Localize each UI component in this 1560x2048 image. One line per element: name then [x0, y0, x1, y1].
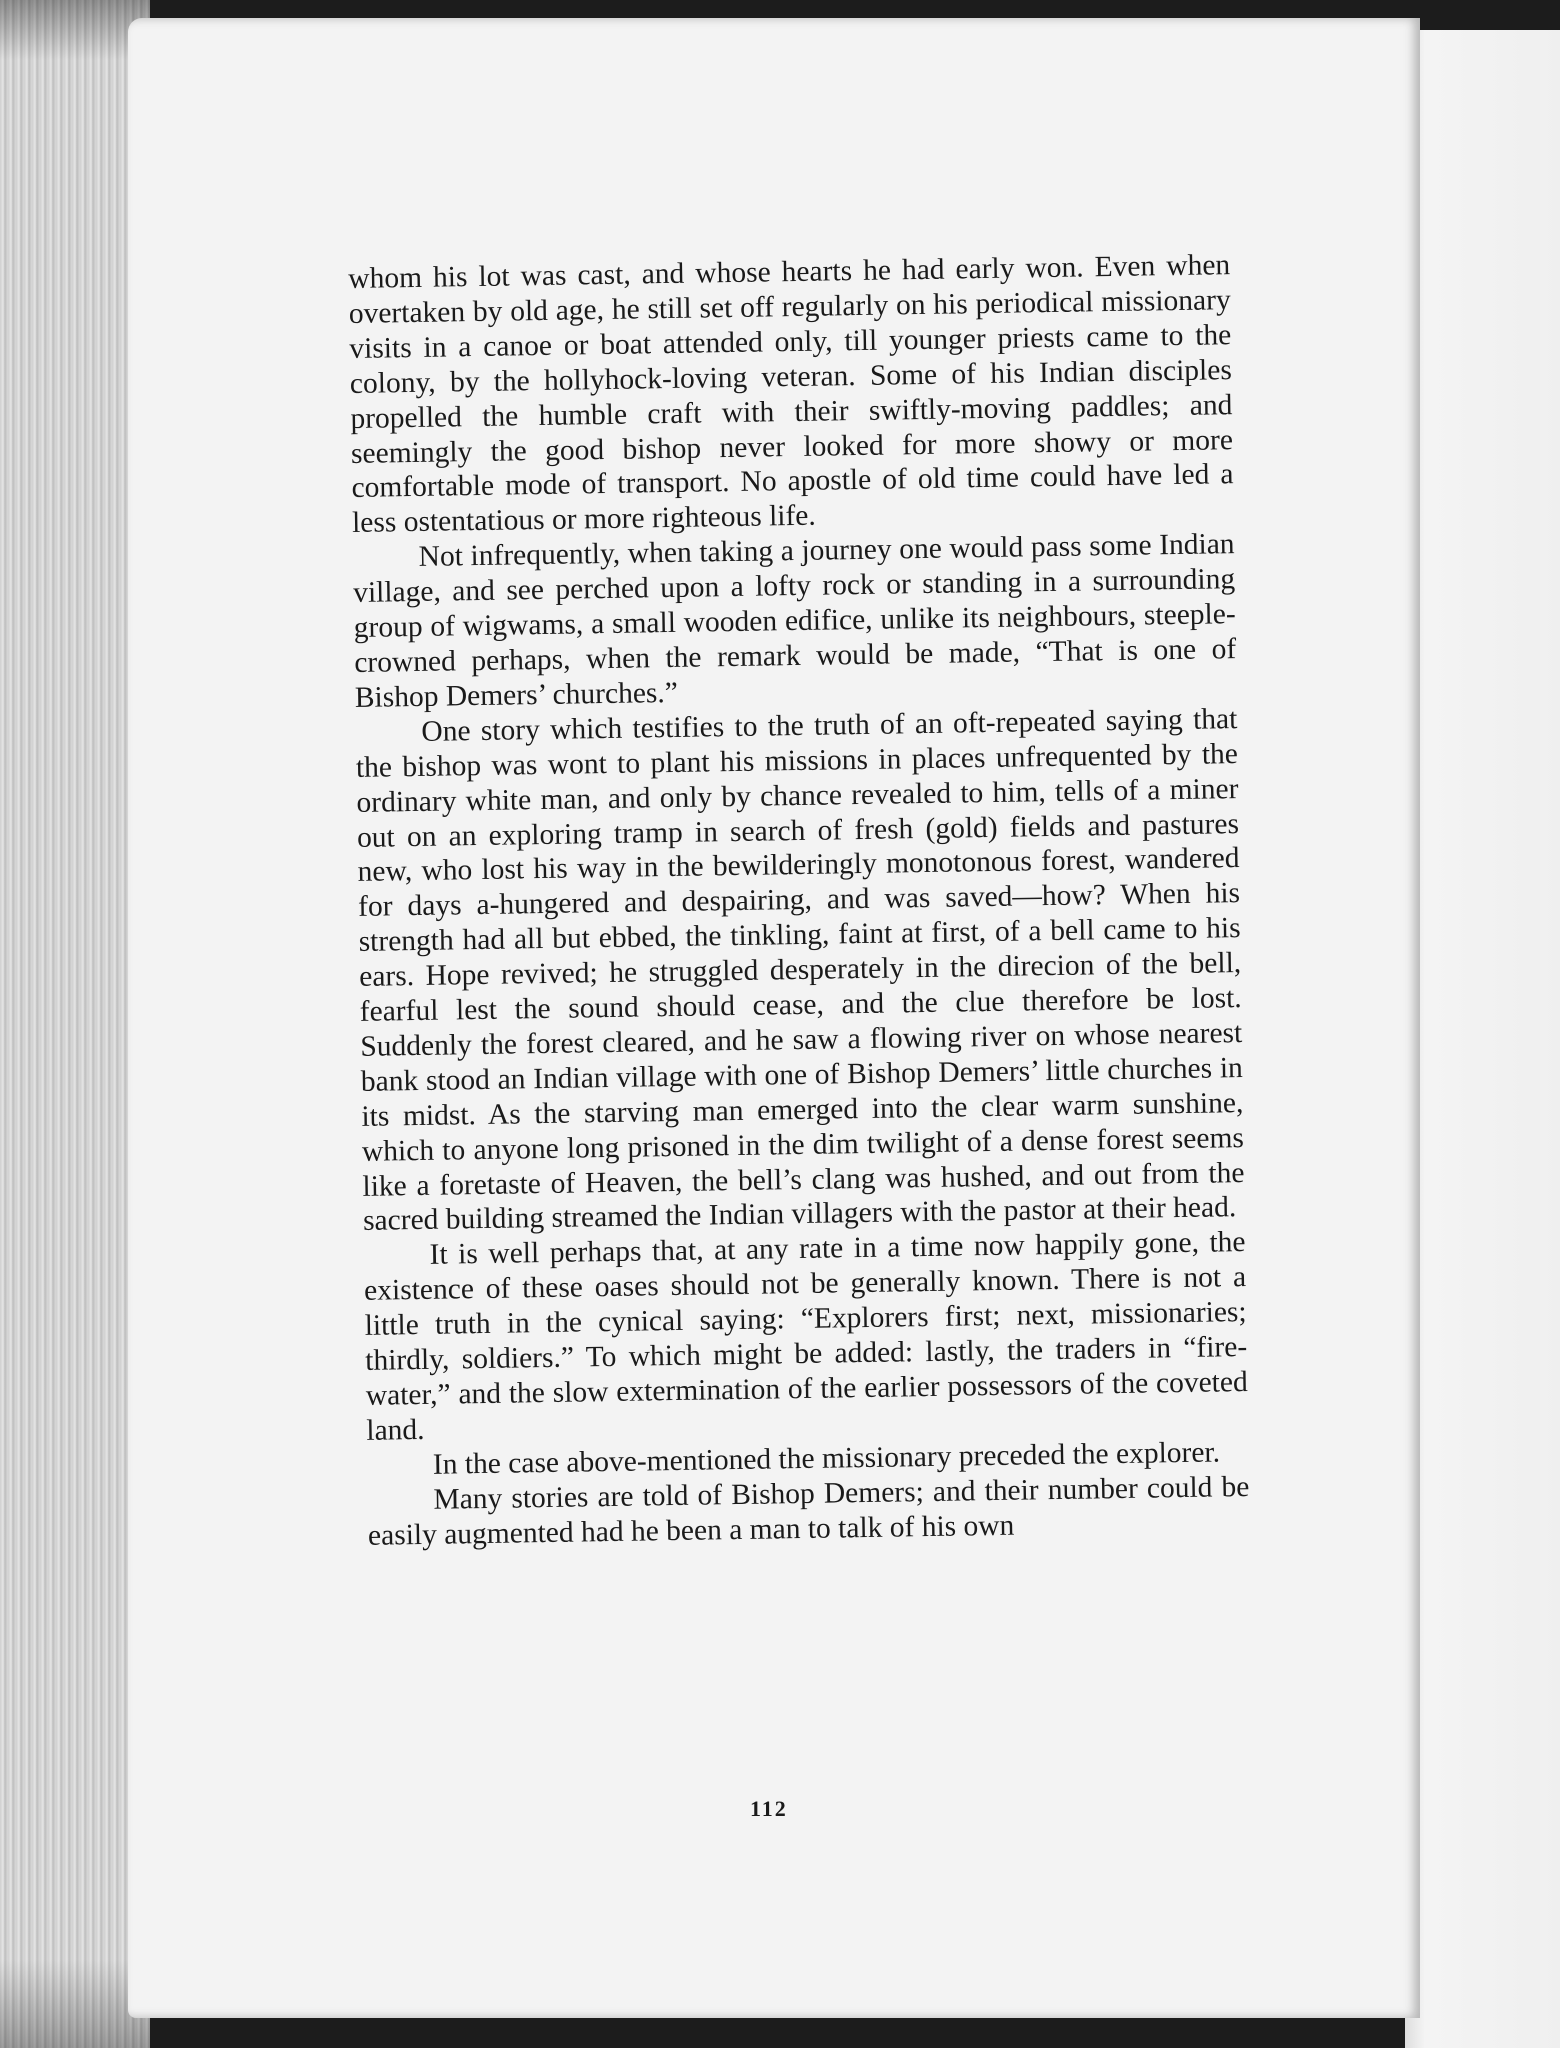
- paragraph-2: Not infrequently, when taking a journey one would pass some Indian village, and see perched upon a lofty rock or standing in a surrounding group of wigwams, a small wooden edifice, unlike its neighbours, steeple-crowned perhaps, when the remark would be made, “That is one of Bishop Demers’ churches.”: [352, 528, 1237, 714]
- facing-page: [1405, 30, 1560, 2048]
- paragraph-4: It is well perhaps that, at any rate in a time now happily gone, the existence of these oases should not be generally known. There is not a little truth in the cynical saying: “Explorers first; next, missionaries; thirdly, soldiers.” To which might be added: lastly, the traders in “fire-water,” and the slow extermination of the earlier possessors of the coveted land.: [363, 1226, 1248, 1447]
- paragraph-5: In the case above-mentioned the missionary preceded the explorer.: [432, 1436, 1221, 1481]
- page-number: 112: [750, 1796, 788, 1821]
- paragraph-6: Many stories are told of Bishop Demers; and their number could be easily augmented had he been a man to talk of his own: [367, 1470, 1250, 1552]
- paragraph-1: whom his lot was cast, and whose hearts he had early won. Even when overtaken by old age, he still set off regularly on his periodical missionary visits in a canoe or boat attended only, till younger priests came to the colony, by the hollyhock-loving veteran. Some of his Indian disciples propelled the humble craft with their swiftly-moving paddles; and seemingly the good bishop never looked for more showy or more comfortable mode of transport. No apostle of old time could have led a less ostentatious or more righteous life.: [348, 249, 1234, 540]
- page-body-text: [348, 248, 1250, 1553]
- paragraph-3: One story which testifies to the truth of an oft-repeated saying that the bishop was wont to plant his missions in places unfrequented by the ordinary white man, and only by chance revealed to him, tells of a miner out on an exploring tramp in search of fresh (gold) fields and pastures new, who lost his way in the bewilderingly monotonous forest, wandered for days a-hungered and despairing, and was saved—how? When his strength had all but ebbed, the tinkling, faint at first, of a bell came to his ears. Hope revived; he struggled desperately in the direcion of the bell, fearful lest the sound should cease, and the clue therefore be lost. Suddenly the forest cleared, and he saw a flowing river on whose nearest bank stood an Indian village with one of Bishop Demers’ little churches in its midst. As the starving man emerged into the clear warm sunshine, which to anyone long prisoned in the dim twilight of a dense forest seems like a foretaste of Heaven, the bell’s clang was hushed, and out from the sacred building streamed the Indian villagers with the pastor at their head.: [355, 702, 1245, 1238]
